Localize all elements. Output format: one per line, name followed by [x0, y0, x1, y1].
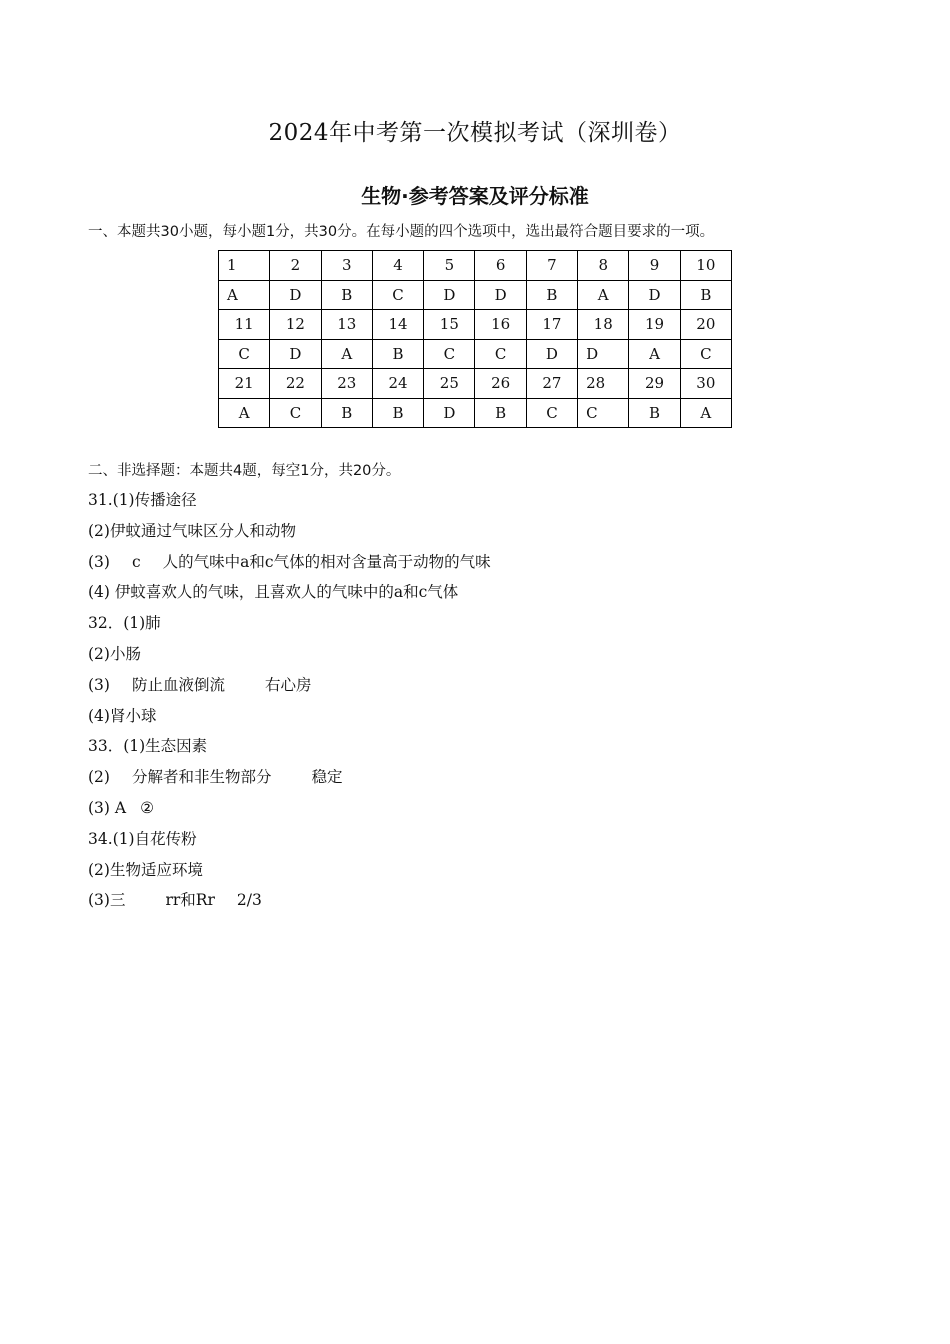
question-number: 8	[578, 251, 629, 281]
answer-cell: D	[424, 398, 475, 428]
answer-cell: C	[424, 339, 475, 369]
answer-table	[218, 250, 732, 428]
answer-cell: D	[526, 339, 577, 369]
question-number: 13	[321, 310, 372, 340]
answer-line	[88, 796, 888, 827]
question-number: 19	[629, 310, 680, 340]
question-number: 10	[680, 251, 731, 281]
answer-line	[88, 673, 888, 704]
answer-cell: B	[372, 398, 423, 428]
answer-cell: D	[424, 280, 475, 310]
table-row-numbers-2	[219, 310, 732, 340]
answer-line: (4)肾小球	[88, 706, 157, 725]
answer-label: (3) A	[88, 798, 127, 817]
table-row-numbers-1	[219, 251, 732, 281]
question-number: 25	[424, 369, 475, 399]
answer-label: (3)	[88, 675, 110, 694]
answer-value: 右心房	[264, 675, 312, 694]
answer-value: ②	[140, 798, 154, 817]
answer-value: 防止血液倒流	[131, 675, 225, 694]
question-number: 2	[270, 251, 321, 281]
question-number: 5	[424, 251, 475, 281]
answer-line: (2)小肠	[88, 644, 141, 663]
answer-cell: D	[629, 280, 680, 310]
question-number: 26	[475, 369, 526, 399]
answer-line	[88, 765, 888, 796]
question-number: 27	[526, 369, 577, 399]
question-number: 23	[321, 369, 372, 399]
table-row-answers-1	[219, 280, 732, 310]
answer-line: 34.(1)自花传粉	[88, 829, 197, 848]
answer-list	[88, 488, 888, 919]
table-row-answers-3	[219, 398, 732, 428]
answer-cell: C	[475, 339, 526, 369]
answer-line	[88, 550, 888, 581]
question-number: 1	[219, 251, 270, 281]
page-title: 2024年中考第一次模拟考试（深圳卷）	[268, 120, 682, 146]
answer-cell: A	[629, 339, 680, 369]
question-number: 17	[526, 310, 577, 340]
answer-cell: B	[321, 280, 372, 310]
answer-cell: C	[578, 398, 629, 428]
answer-cell: B	[372, 339, 423, 369]
question-number: 18	[578, 310, 629, 340]
table-row-answers-2	[219, 339, 732, 369]
answer-line	[88, 888, 888, 919]
question-number: 28	[578, 369, 629, 399]
answer-line: (4) 伊蚊喜欢人的气味，且喜欢人的气味中的a和c气体	[88, 583, 459, 602]
answer-value: 2/3	[236, 891, 262, 910]
question-number: 15	[424, 310, 475, 340]
answer-line: 33．(1)生态因素	[88, 737, 208, 756]
answer-value: rr和Rr	[165, 891, 215, 910]
answer-cell: A	[219, 280, 270, 310]
question-number: 12	[270, 310, 321, 340]
answer-cell: A	[578, 280, 629, 310]
question-number: 29	[629, 369, 680, 399]
answer-cell: D	[475, 280, 526, 310]
question-number: 21	[219, 369, 270, 399]
answer-cell: A	[321, 339, 372, 369]
answer-cell: D	[578, 339, 629, 369]
answer-label: (2)	[88, 768, 110, 787]
answer-label: (3)	[88, 552, 110, 571]
answer-line: (2)生物适应环境	[88, 860, 203, 879]
answer-cell: B	[526, 280, 577, 310]
question-number: 6	[475, 251, 526, 281]
question-number: 20	[680, 310, 731, 340]
answer-cell: D	[270, 280, 321, 310]
answer-line: 32．(1)肺	[88, 614, 161, 633]
question-number: 9	[629, 251, 680, 281]
table-row-numbers-3	[219, 369, 732, 399]
question-number: 16	[475, 310, 526, 340]
question-number: 11	[219, 310, 270, 340]
answer-cell: B	[321, 398, 372, 428]
answer-cell: D	[270, 339, 321, 369]
answer-cell: C	[680, 339, 731, 369]
page-subtitle: 生物·参考答案及评分标准	[361, 184, 589, 208]
answer-cell: B	[629, 398, 680, 428]
section1-heading: 一、本题共30小题，每小题1分，共30分。在每小题的四个选项中，选出最符合题目要求的一项。	[88, 224, 715, 240]
question-number: 7	[526, 251, 577, 281]
question-number: 14	[372, 310, 423, 340]
question-number: 3	[321, 251, 372, 281]
answer-line: (2)伊蚊通过气味区分人和动物	[88, 521, 296, 540]
question-number: 24	[372, 369, 423, 399]
answer-cell: A	[680, 398, 731, 428]
question-number: 30	[680, 369, 731, 399]
answer-value: 人的气味中a和c气体的相对含量高于动物的气味	[162, 552, 491, 571]
answer-cell: C	[372, 280, 423, 310]
question-number: 22	[270, 369, 321, 399]
answer-cell: C	[526, 398, 577, 428]
answer-label: (3)三	[88, 891, 126, 910]
answer-cell: C	[219, 339, 270, 369]
section2-heading: 二、非选择题：本题共4题，每空1分，共20分。	[88, 463, 401, 479]
answer-cell: B	[680, 280, 731, 310]
answer-value: c	[131, 552, 141, 571]
answer-value: 分解者和非生物部分	[131, 768, 272, 787]
answer-cell: C	[270, 398, 321, 428]
answer-value: 稳定	[311, 768, 343, 787]
answer-cell: B	[475, 398, 526, 428]
answer-cell: A	[219, 398, 270, 428]
question-number: 4	[372, 251, 423, 281]
answer-line: 31.(1)传播途径	[88, 491, 197, 509]
